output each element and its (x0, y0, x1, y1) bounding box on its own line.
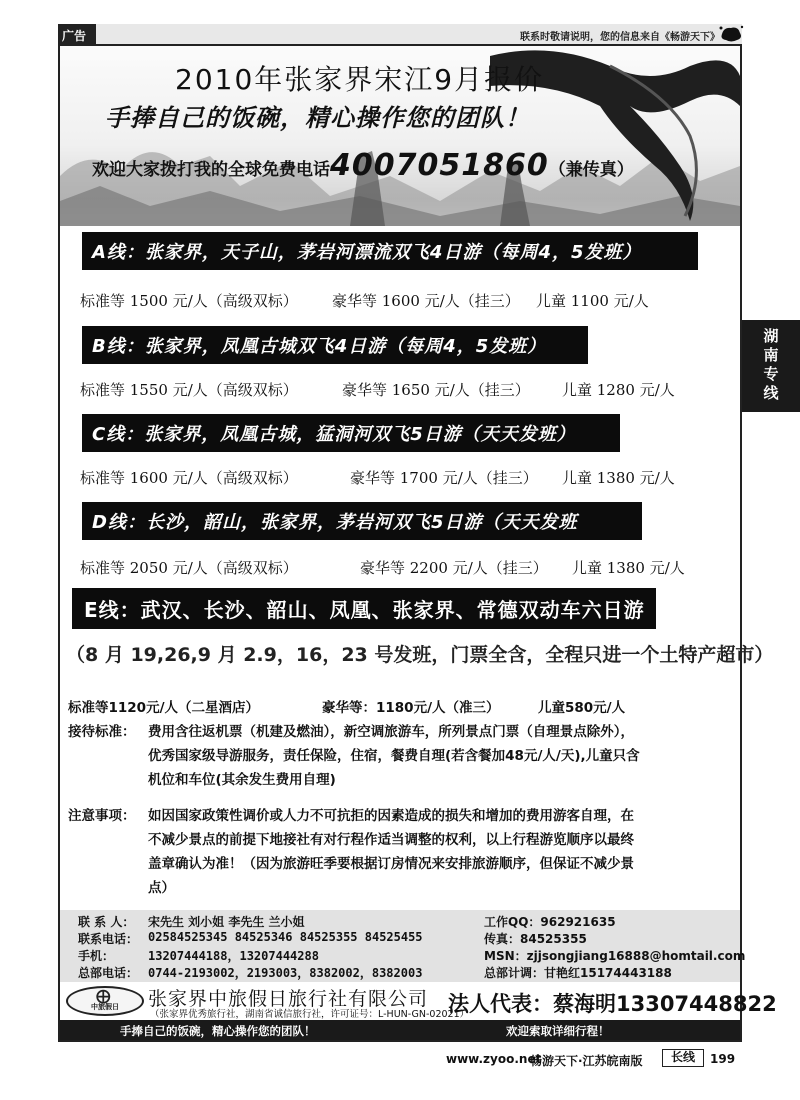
notes-line: 不减少景点的前提下地接社有对行程作适当调整的权利，以上行程游览顺序以最终 (148, 832, 634, 848)
route-a-child: 儿童 1100 元/人 (536, 292, 649, 310)
route-e-luxury: 豪华等：1180元/人（准三） (322, 700, 500, 716)
route-d-standard: 标准等 2050 元/人（高级双标） (80, 559, 298, 577)
route-c-standard: 标准等 1600 元/人（高级双标） (80, 469, 298, 487)
route-a-luxury: 豪华等 1600 元/人（挂三） (332, 292, 520, 310)
service-line: 费用含往返机票（机建及燃油），新空调旅游车，所列景点门票（自理景点除外）， (148, 724, 634, 740)
route-a-title: A线：张家界，天子山，茅岩河漂流双飞4日游（每周4，5发班） (82, 232, 698, 270)
route-e-dates: （8 月 19,26,9 月 2.9，16，23 号发班，门票全含，全程只进一个土特产超市） (66, 644, 774, 666)
route-d-child: 儿童 1380 元/人 (572, 559, 685, 577)
page-title: 2010年张家界宋江9月报价 (175, 63, 545, 96)
phone-suffix: （兼传真） (548, 160, 634, 180)
contact-fax: 传真：84525355 (484, 932, 587, 946)
legal-representative: 法人代表：蔡海明13307448822 (448, 992, 777, 1016)
contact-persons: 宋先生 刘小姐 李先生 兰小姐 (148, 915, 305, 929)
route-b-standard: 标准等 1550 元/人（高级双标） (80, 381, 298, 399)
route-b-luxury: 豪华等 1650 元/人（挂三） (342, 381, 530, 399)
company-name: 张家界中旅假日旅行社有限公司 (148, 988, 429, 1010)
notes-line: 盖章确认为准！（因为旅游旺季要根据订房情况来安排旅游顺序，但保证不减少景 (148, 856, 634, 872)
route-e-child: 儿童580元/人 (538, 700, 626, 716)
ink-splat-icon (718, 24, 744, 44)
route-d-title: D线：长沙，韶山，张家界，茅岩河双飞5日游（天天发班 (82, 502, 642, 540)
ad-tag: 广告 (62, 29, 87, 43)
service-label: 接待标准： (68, 724, 136, 740)
route-a-standard: 标准等 1500 元/人（高级双标） (80, 292, 298, 310)
route-b-title: B线：张家界，凤凰古城双飞4日游（每周4，5发班） (82, 326, 588, 364)
footer-url[interactable]: www.zyoo.net (446, 1052, 542, 1066)
footer-publication: 畅游天下·江苏皖南版 (530, 1054, 643, 1068)
slogan: 手捧自己的饭碗，精心操作您的团队！ (105, 104, 530, 132)
service-line: 优秀国家级导游服务，责任保险，住宿，餐费自理(若含餐加48元/人/天),儿童只含 (148, 748, 640, 764)
bottom-slogan: 手捧自己的饭碗，精心操作您的团队！ (120, 1024, 316, 1038)
footer-section: 长线 (662, 1049, 704, 1067)
route-c-title: C线：张家界，凤凰古城，猛洞河双飞5日游（天天发班） (82, 414, 620, 452)
notes-line: 点） (148, 880, 175, 896)
service-line: 机位和车位(其余发生费用自理) (148, 772, 336, 788)
notes-line: 如因国家政策性调价或人力不可抗拒的因素造成的损失和增加的费用游客自理，在 (148, 808, 634, 824)
page-number: 199 (710, 1052, 736, 1066)
side-tab: 湖南专线 (742, 320, 800, 412)
route-b-child: 儿童 1280 元/人 (562, 381, 675, 399)
phone-prefix: 欢迎大家拨打我的全球免费电话 (92, 160, 330, 180)
contact-phones: 02584525345 84525346 84525355 84525455 (148, 930, 423, 944)
contact-accounting: 总部计调：甘艳红15174443188 (484, 966, 672, 980)
logo-text: 中旅假日 (91, 1003, 119, 1011)
contact-hq-phones: 0744-2193002，2193003，8382002，8382003 (148, 966, 423, 980)
route-e-standard: 标准等1120元/人（二星酒店） (68, 700, 260, 716)
contact-person-label: 联 系 人： (78, 915, 135, 929)
route-c-child: 儿童 1380 元/人 (562, 469, 675, 487)
contact-mobile-label: 手机： (78, 949, 115, 963)
contact-phone-label: 联系电话： (78, 932, 139, 946)
phone-number: 4007051860 (330, 148, 549, 183)
contact-hq-label: 总部电话： (78, 966, 139, 980)
contact-msn: MSN：zjjsongjiang16888@homtail.com (484, 949, 746, 963)
route-c-luxury: 豪华等 1700 元/人（挂三） (350, 469, 538, 487)
route-e-title: E线：武汉、长沙、韶山、凤凰、张家界、常德双动车六日游 (72, 588, 656, 629)
top-note: 联系时敬请说明，您的信息来自《畅游天下》 (520, 32, 720, 43)
phone-line (92, 148, 634, 183)
company-logo (66, 986, 144, 1016)
contact-mobiles: 13207444188，13207444288 (148, 949, 319, 963)
company-license: （张家界优秀旅行社，湖南省诚信旅行社，许可证号：L-HUN-GN-02021） (150, 1009, 470, 1020)
route-d-luxury: 豪华等 2200 元/人（挂三） (360, 559, 548, 577)
contact-qq: 工作QQ：962921635 (484, 915, 616, 929)
notes-label: 注意事项： (68, 808, 136, 824)
bottom-welcome: 欢迎索取详细行程！ (506, 1024, 610, 1038)
